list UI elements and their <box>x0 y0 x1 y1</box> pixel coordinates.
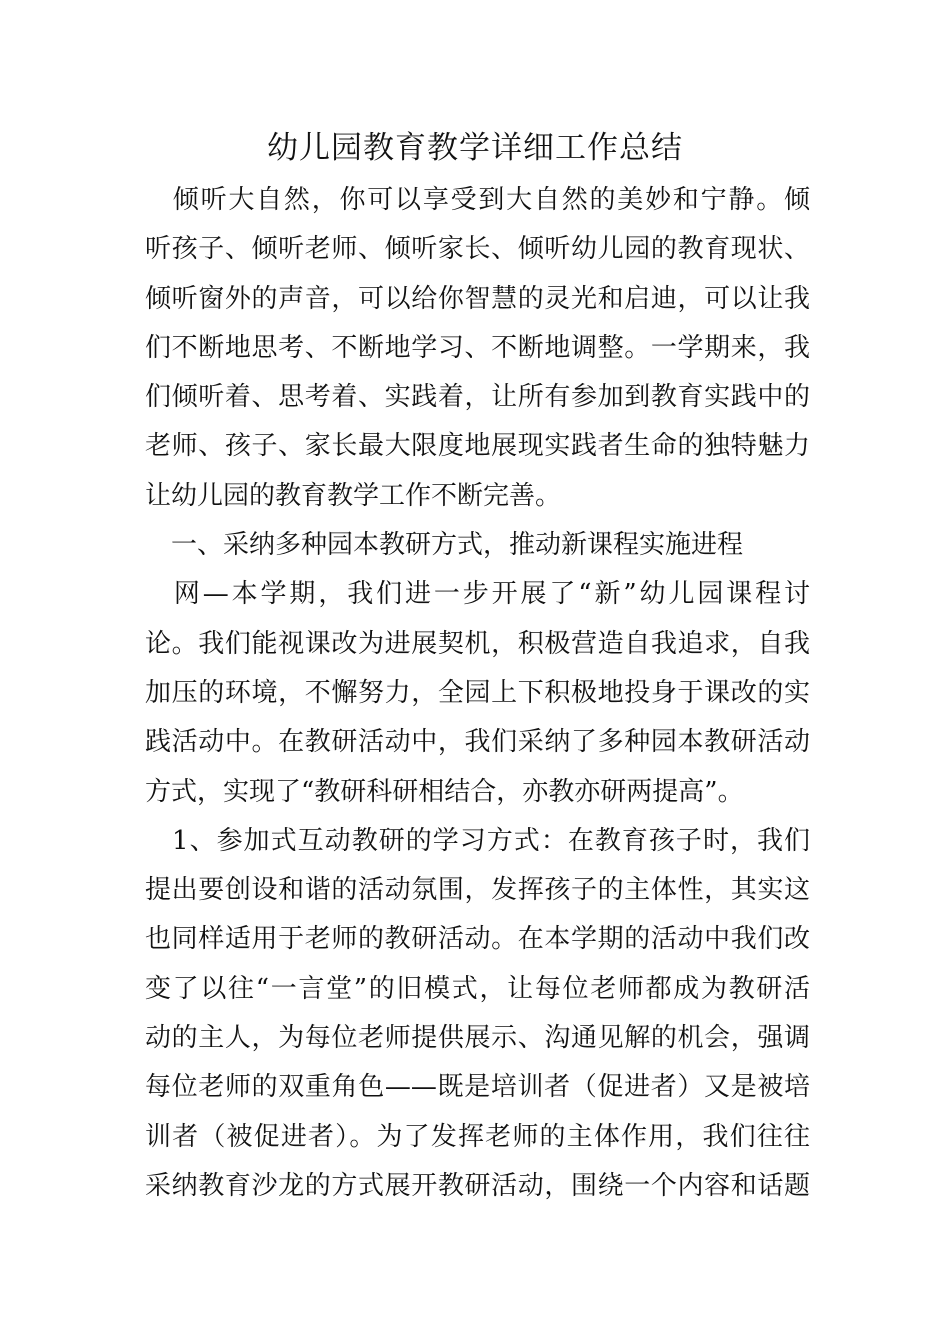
text-line: 网—本学期，我们进一步开展了“新”幼儿园课程讨 <box>145 579 810 610</box>
text-line: 倾听窗外的声音，可以给你智慧的灵光和启迪，可以让我 <box>145 283 810 314</box>
text-line: 们倾听着、思考着、实践着，让所有参加到教育实践中的 <box>145 382 810 413</box>
text-line: 老师、孩子、家长最大限度地展现实践者生命的独特魅力 <box>145 431 810 462</box>
text-line: 倾听大自然，你可以享受到大自然的美妙和宁静。倾 <box>145 185 810 215</box>
document-title: 幼儿园教育教学详细工作总结 <box>267 130 683 166</box>
text-line: 听孩子、倾听老师、倾听家长、倾听幼儿园的教育现状、 <box>145 234 810 265</box>
text-line: 1、参加式互动教研的学习方式：在教育孩子时，我们 <box>145 825 810 856</box>
text-line: 加压的环境，不懈努力，全园上下积极地投身于课改的实 <box>145 677 810 708</box>
text-line: 每位老师的双重角色——既是培训者（促进者）又是被培 <box>145 1072 810 1103</box>
text-line: 践活动中。在教研活动中，我们采纳了多种园本教研活动 <box>145 727 810 758</box>
text-line: 训者（被促进者）。为了发挥老师的主体作用，我们往往 <box>145 1121 810 1152</box>
text-line: 也同样适用于老师的教研活动。在本学期的活动中我们改 <box>145 924 810 955</box>
text-line: 让幼儿园的教育教学工作不断完善。 <box>145 480 562 511</box>
text-line: 论。我们能视课改为进展契机，积极营造自我追求，自我 <box>145 628 810 659</box>
text-line: 变了以往“一言堂”的旧模式，让每位老师都成为教研活 <box>145 973 810 1004</box>
text-line: 提出要创设和谐的活动氛围，发挥孩子的主体性，其实这 <box>145 875 810 906</box>
text-line: 一、采纳多种园本教研方式，推动新课程实施进程 <box>145 530 744 561</box>
text-line: 方式，实现了“教研科研相结合，亦教亦研两提高”。 <box>145 776 744 807</box>
text-line: 们不断地思考、不断地学习、不断地调整。一学期来，我 <box>145 332 810 363</box>
text-line: 动的主人，为每位老师提供展示、沟通见解的机会，强调 <box>145 1023 810 1054</box>
document-body <box>145 176 810 1211</box>
text-line: 采纳教育沙龙的方式展开教研活动，围绕一个内容和话题 <box>145 1170 810 1201</box>
